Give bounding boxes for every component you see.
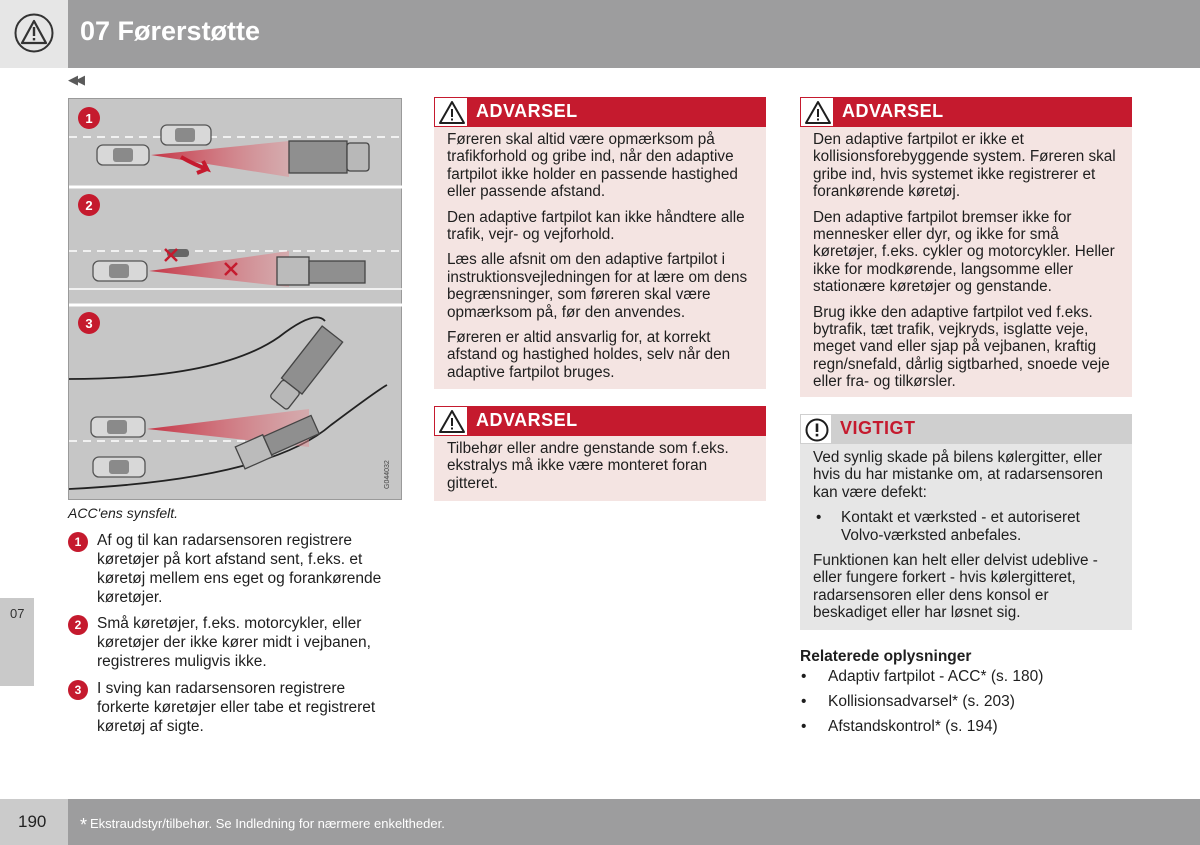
figure-code: G044032 xyxy=(384,460,391,489)
car-icon xyxy=(97,145,149,165)
important-outro: Funktionen kan helt eller delvist udeblive - eller fungere forkert - hvis kølergitteret, radarsensoren eller dens konsol er beskadiget eller har løsnet sig. xyxy=(813,552,1098,622)
back-link[interactable]: ◀◀ xyxy=(68,72,82,87)
footnote xyxy=(80,815,445,836)
warning-title: ADVARSEL xyxy=(842,101,944,121)
truck-icon xyxy=(277,257,365,285)
warning-paragraph: Tilbehør eller andre genstande som f.eks. ekstralys må ikke være monteret foran gitteret. xyxy=(447,440,729,492)
number-badge: 3 xyxy=(68,680,88,700)
truck-icon xyxy=(289,141,369,173)
figure-marker-1: 1 xyxy=(85,111,93,126)
exclamation-icon xyxy=(805,418,829,442)
page-footer xyxy=(0,799,1200,845)
warning-paragraph: Føreren skal altid være opmærksom på trafikforhold og gribe ind, når den adaptive fartpilot ikke holder en passende hastighed eller passende afstand. xyxy=(447,131,738,201)
footnote-text: Ekstraudstyr/tilbehør. Se Indledning for nærmere enkeltheder. xyxy=(90,816,445,831)
warning-title: ADVARSEL xyxy=(476,101,578,121)
related-link-label[interactable]: Adaptiv fartpilot - ACC* (s. 180) xyxy=(828,668,1044,685)
numbered-item-text: Af og til kan radarsensoren registrere køretøjer på kort afstand sent, f.eks. et køretøj mellem ens eget og forankørende køretøjer. xyxy=(97,532,382,606)
header-icon-panel xyxy=(0,0,68,68)
numbered-item-3 xyxy=(68,679,398,736)
radar-beam xyxy=(151,141,289,177)
important-intro: Ved synlig skade på bilens kølergitter, eller hvis du har mistanke om, at radarsensoren kan være defekt: xyxy=(813,449,1103,501)
page-header xyxy=(0,0,1200,68)
figure-caption: ACC'ens synsfelt. xyxy=(68,505,179,521)
page-number: 190 xyxy=(18,812,47,831)
bullet-dot: • xyxy=(801,668,807,685)
numbered-item-text: I sving kan radarsensoren registrere forkerte køretøjer eller tabe et registreret køretøj af sigte. xyxy=(97,680,376,735)
warning-paragraph: Læs alle afsnit om den adaptive fartpilot i instruktionsvejledningen for at lære om dens begrænsninger, som føreren skal være opmærksom på, før den anvendes. xyxy=(447,251,748,321)
chapter-tab[interactable] xyxy=(0,598,34,686)
warning-body xyxy=(434,436,766,500)
car-icon xyxy=(161,125,211,145)
warning-triangle-icon xyxy=(438,100,466,126)
bullet-dot: • xyxy=(801,693,807,710)
important-body xyxy=(800,444,1132,638)
truck-icon xyxy=(268,326,343,411)
number-badge: 1 xyxy=(68,532,88,552)
page-title: 07 Førerstøtte xyxy=(80,16,261,46)
figure-marker-2: 2 xyxy=(85,198,93,213)
important-bullet-text: Kontakt et værksted - et autoriseret Volvo-værksted anbefales. xyxy=(841,509,1080,544)
important-bullet xyxy=(813,509,1120,544)
related-info-title: Relaterede oplysninger xyxy=(800,648,972,665)
warning-box-accessories xyxy=(434,406,766,501)
related-link[interactable] xyxy=(800,718,998,736)
warning-paragraph: Den adaptive fartpilot kan ikke håndtere alle trafik, vejr- og vejforhold. xyxy=(447,208,745,244)
car-icon xyxy=(93,261,147,281)
warning-body xyxy=(434,127,766,389)
chapter-tab-label: 07 xyxy=(10,606,25,621)
warning-box-limitations xyxy=(800,97,1132,397)
numbered-item-1 xyxy=(68,531,398,607)
important-box xyxy=(800,414,1132,630)
related-link-label[interactable]: Afstandskontrol* (s. 194) xyxy=(828,718,998,735)
warning-header xyxy=(434,406,766,436)
acc-illustration xyxy=(69,99,403,501)
important-header xyxy=(800,414,1132,444)
warning-paragraph: Brug ikke den adaptive fartpilot ved f.eks. bytrafik, tæt trafik, vejkryds, isglatte veje, meget vand eller sjap på vejbanen, kraftig regn/snefald, dårlig sigtbarhed, snoede veje eller fra- og tilkørsler. xyxy=(813,303,1110,391)
important-title: VIGTIGT xyxy=(840,418,916,438)
warning-title: ADVARSEL xyxy=(476,410,578,430)
warning-box-general xyxy=(434,97,766,389)
car-icon xyxy=(93,457,145,477)
related-link[interactable] xyxy=(800,693,1015,711)
related-link[interactable] xyxy=(800,668,1043,686)
warning-header xyxy=(434,97,766,127)
bullet-dot: • xyxy=(816,509,822,527)
warning-triangle-icon xyxy=(804,100,832,126)
car-icon xyxy=(91,417,145,437)
number-badge: 2 xyxy=(68,615,88,635)
bullet-dot: • xyxy=(801,718,807,735)
warning-paragraph: Føreren er altid ansvarlig for, at korrekt afstand og hastighed holdes, selv når den adaptive fartpilot bruges. xyxy=(447,329,731,381)
footnote-star: * xyxy=(80,815,88,835)
numbered-item-text: Små køretøjer, f.eks. motorcykler, eller køretøjer der ikke kører midt i vejbanen, registreres muligvis ikke. xyxy=(97,615,371,670)
numbered-item-2 xyxy=(68,614,398,671)
acc-field-of-view-figure xyxy=(68,98,402,500)
warning-header xyxy=(800,97,1132,127)
warning-body xyxy=(800,127,1132,399)
figure-marker-3: 3 xyxy=(85,316,93,331)
warning-paragraph: Den adaptive fartpilot bremser ikke for mennesker eller dyr, og ikke for små køretøjer, f.eks. cykler og motorcykler. Heller ikke for modkørende, langsomme eller stationære køretøjer og genstande. xyxy=(813,208,1115,296)
warning-triangle-icon xyxy=(438,409,466,435)
warning-triangle-icon xyxy=(14,13,54,53)
related-link-label[interactable]: Kollisionsadvarsel* (s. 203) xyxy=(828,693,1015,710)
warning-paragraph: Den adaptive fartpilot er ikke et kollisionsforebyggende system. Føreren skal gribe ind, hvis systemet ikke registrerer et forankørende køretøj. xyxy=(813,131,1116,201)
